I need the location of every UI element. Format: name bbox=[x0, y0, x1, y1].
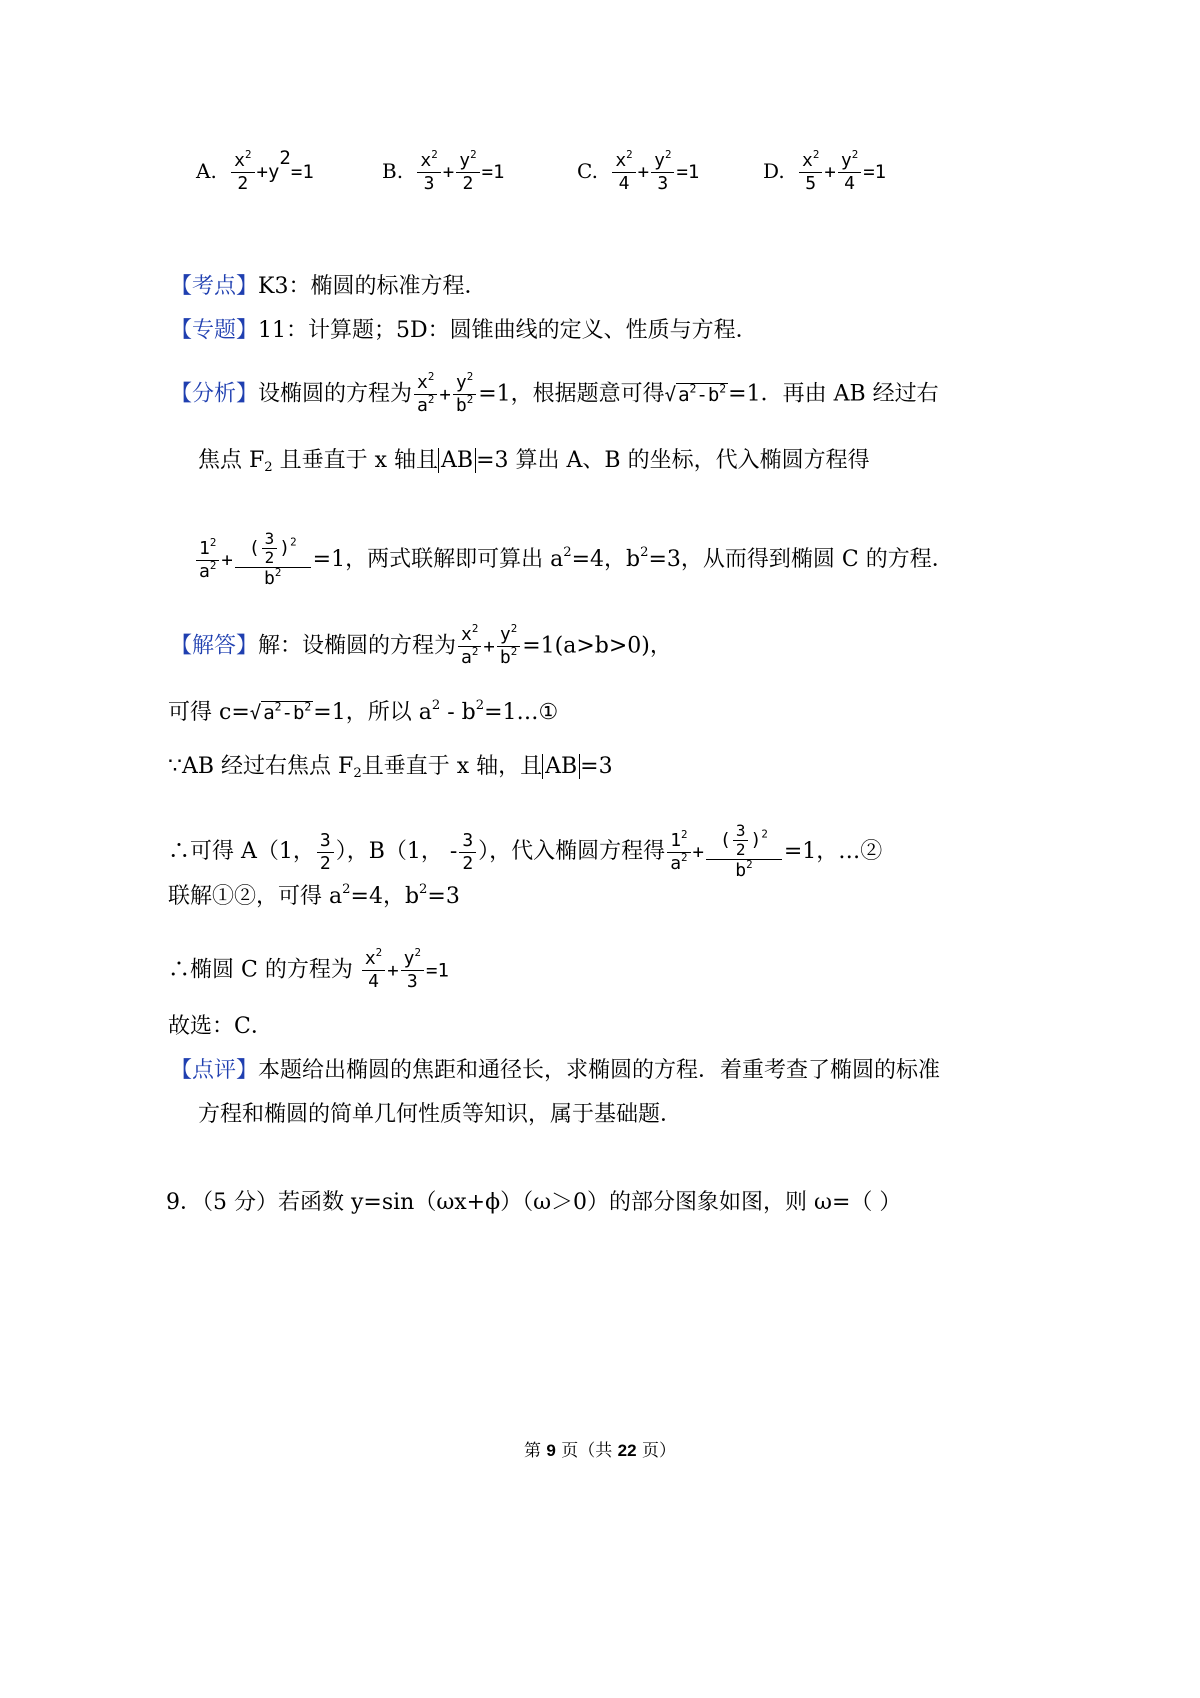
page-footer bbox=[0, 1436, 1200, 1461]
jieda-text: =1(a>b>0)， bbox=[522, 633, 672, 659]
fraction: $\frac{1^2}{a^2}$ bbox=[667, 830, 690, 875]
fenxi-tag: 【分析】 bbox=[170, 381, 259, 407]
option-label: C. bbox=[577, 159, 598, 183]
equals: =1 bbox=[676, 161, 700, 183]
fenxi-text: =1．再由 AB 经过右 bbox=[728, 381, 939, 407]
fraction: $\frac{x^2}{4}$ bbox=[362, 948, 385, 993]
jieda-text: ∴椭圆 C 的方程为 bbox=[168, 957, 353, 983]
option-label: B. bbox=[382, 159, 404, 183]
jieda-tag: 【解答】 bbox=[170, 633, 259, 659]
denominator: 2 bbox=[462, 173, 474, 194]
page-number: 9 bbox=[546, 1441, 556, 1460]
option-b: B. $\frac{x^2}{3}$ + $\frac{y^2}{2}$ =1 bbox=[382, 147, 505, 194]
zhuanti-text: 11：计算题；5D：圆锥曲线的定义、性质与方程． bbox=[258, 318, 758, 343]
numerator: y bbox=[840, 150, 852, 171]
dianping-line-2 bbox=[198, 1100, 682, 1130]
fenxi-line-3: $\frac{1^2}{a^2}$ + ( $\frac{3}{2}$ )$^2$ $b^2$ =1，两式联解即可算出 $a^2=4$，$b^2=3$，从而得到椭圆 C 的方程． bbox=[194, 530, 954, 590]
numerator: y bbox=[459, 150, 471, 171]
jieda-line-6: ∴椭圆 C 的方程为 $\frac{x^2}{4}$ + $\frac{y^2}{3}$ =1 bbox=[168, 945, 449, 992]
fraction: $\frac{3}{2}$ bbox=[317, 830, 334, 875]
kaodian-text: K3：椭圆的标准方程． bbox=[258, 274, 487, 299]
jieda-text: 解：设椭圆的方程为 bbox=[258, 633, 457, 659]
equals: =1 bbox=[481, 161, 505, 183]
zhuanti-tag: 【专题】 bbox=[170, 318, 259, 343]
option-label: D. bbox=[763, 159, 785, 183]
fraction: $\frac{y^2}{2}$ bbox=[456, 150, 479, 195]
option-c: C. $\frac{x^2}{4}$ + $\frac{y^2}{3}$ =1 bbox=[577, 147, 700, 194]
footer-text: 第 bbox=[523, 1441, 541, 1461]
option-label: A. bbox=[196, 159, 217, 183]
fenxi-text: 设椭圆的方程为 bbox=[258, 381, 413, 407]
jieda-text: 联解①②，可得 a bbox=[168, 884, 343, 909]
jieda-text: ∴可得 A（1， bbox=[168, 839, 315, 864]
jieda-line-4: ∴可得 A（1， $\frac{3}{2}$ ），B（1， - $\frac{3}{2}$ ），代入椭圆方程得 $\frac{1^2}{a^2}$ + ( $\frac{3}{2}$ )$^2$ $b^2$ =1，…② bbox=[168, 821, 883, 881]
fraction: $\frac{x^2}{3}$ bbox=[417, 150, 440, 195]
equals: =1 bbox=[290, 161, 314, 183]
jieda-line-5: 联解①②，可得 $a^2=4$，$b^2=3$ bbox=[168, 882, 460, 909]
equals: =1 bbox=[426, 959, 449, 982]
kaodian-line bbox=[170, 272, 486, 302]
equals: =1 bbox=[863, 161, 887, 183]
fraction: $\frac{y^2}{b^2}$ bbox=[453, 372, 476, 417]
fraction: $\frac{x^2}{2}$ bbox=[231, 150, 254, 195]
abs-ab: AB bbox=[438, 448, 476, 473]
question-9 bbox=[166, 1188, 901, 1218]
fenxi-text: =3 算出 A、B 的坐标，代入椭圆方程得 bbox=[476, 448, 870, 473]
dianping-text: 本题给出椭圆的焦距和通径长，求椭圆的方程．着重考查了椭圆的标准 bbox=[258, 1058, 941, 1083]
jieda-text: ），B（1， - bbox=[335, 839, 458, 864]
jieda-line-1: 【解答】解：设椭圆的方程为 $\frac{x^2}{a^2}$ + $\frac{y^2}{b^2}$ =1(a>b>0)， bbox=[170, 621, 672, 668]
fraction: $\frac{3}{2}$ bbox=[459, 830, 476, 875]
fraction: $\frac{x^2}{a^2}$ bbox=[414, 372, 437, 417]
option-a: A. $\frac{x^2}{2}$ $+y^2=1$ bbox=[196, 146, 314, 194]
fraction: $\frac{1^2}{a^2}$ bbox=[196, 538, 219, 583]
fraction: $\frac{y^2}{4}$ bbox=[838, 150, 861, 195]
jieda-line-7 bbox=[168, 1012, 273, 1042]
jieda-text: 且垂直于 x 轴，且 bbox=[361, 754, 543, 779]
fenxi-text: =4，b bbox=[571, 547, 641, 572]
fraction: $\frac{y^2}{b^2}$ bbox=[497, 624, 520, 669]
fenxi-text: 焦点 F bbox=[198, 448, 265, 473]
jieda-text: ∵AB 经过右焦点 F bbox=[168, 754, 354, 779]
fenxi-text: 且垂直于 x 轴且 bbox=[272, 448, 439, 473]
jieda-line-2: 可得 c=√ $a^2-b^2=1$，所以 $a^2$ - $b^2=1\dots ①$ bbox=[168, 698, 558, 728]
fraction: ( $\frac{3}{2}$ )$^2$ $b^2$ bbox=[235, 530, 311, 590]
abs-ab: AB bbox=[542, 754, 580, 779]
fraction: $\frac{y^2}{3}$ bbox=[401, 948, 424, 993]
jieda-text: =1，…② bbox=[783, 839, 883, 864]
jieda-text: 可得 c= bbox=[168, 700, 250, 725]
fenxi-text: =3，从而得到椭圆 C 的方程． bbox=[648, 547, 954, 572]
jieda-text: - b bbox=[440, 700, 476, 725]
fraction: $\frac{y^2}{3}$ bbox=[651, 150, 674, 195]
footer-text: 页） bbox=[642, 1441, 676, 1461]
fenxi-line-1: 【分析】设椭圆的方程为 $\frac{x^2}{a^2}$ + $\frac{y^2}{b^2}$ =1，根据题意可得√ $a^2-b^2=1$．再由 AB 经过右 bbox=[170, 369, 939, 416]
denominator: 3 bbox=[423, 173, 435, 194]
denominator: 2 bbox=[237, 173, 249, 194]
denominator: 4 bbox=[844, 173, 855, 194]
numerator: x bbox=[420, 150, 432, 171]
sqrt: √ $a^2-b^2$ bbox=[664, 380, 727, 406]
jieda-answer: 故选：C． bbox=[168, 1014, 273, 1039]
jieda-text: =3 bbox=[580, 754, 613, 779]
numerator: x bbox=[234, 150, 246, 171]
jieda-text: =4，b bbox=[350, 884, 420, 909]
fenxi-text: =1，根据题意可得 bbox=[478, 381, 665, 407]
fraction: ( $\frac{3}{2}$ )$^2$ $b^2$ bbox=[706, 822, 782, 882]
jieda-text: ），代入椭圆方程得 bbox=[478, 839, 666, 864]
jieda-line-3: ∵AB 经过右焦点 $F_2$且垂直于 x 轴，且 AB =3 bbox=[168, 754, 613, 781]
denominator: 3 bbox=[657, 173, 669, 194]
fenxi-text: =1，两式联解即可算出 a bbox=[312, 547, 564, 572]
dianping-tag: 【点评】 bbox=[170, 1058, 259, 1083]
kaodian-tag: 【考点】 bbox=[170, 274, 259, 299]
fraction: $\frac{x^2}{a^2}$ bbox=[458, 624, 481, 669]
sqrt: √ $a^2-b^2$ bbox=[249, 699, 312, 724]
dianping-line-1 bbox=[170, 1056, 940, 1086]
term: +y bbox=[256, 161, 280, 183]
dianping-text: 方程和椭圆的简单几何性质等知识，属于基础题． bbox=[198, 1102, 683, 1127]
fraction: $\frac{x^2}{5}$ bbox=[799, 150, 822, 195]
numerator: x bbox=[802, 150, 813, 171]
jieda-text: =3 bbox=[427, 884, 460, 909]
denominator: 4 bbox=[618, 173, 630, 194]
fenxi-line-2: 焦点 $F_2$ 且垂直于 x 轴且 AB =3 算出 A、B 的坐标，代入椭圆方程得 bbox=[198, 448, 870, 475]
question-text: 9．（5 分）若函数 y=sin（ωx+ϕ）（ω＞0）的部分图象如图，则 ω=（ ） bbox=[166, 1190, 902, 1215]
footer-text: 页（共 bbox=[561, 1441, 613, 1461]
denominator: 5 bbox=[805, 173, 817, 194]
option-d: D. $\frac{x^2}{5}$ + $\frac{y^2}{4}$ =1 bbox=[763, 147, 887, 194]
jieda-text: =1…① bbox=[484, 700, 559, 725]
numerator: x bbox=[615, 150, 627, 171]
numerator: y bbox=[654, 150, 665, 171]
fraction: $\frac{x^2}{4}$ bbox=[612, 150, 635, 195]
zhuanti-line bbox=[170, 316, 758, 346]
jieda-text: =1，所以 a bbox=[313, 700, 432, 725]
page-total: 22 bbox=[617, 1441, 637, 1460]
